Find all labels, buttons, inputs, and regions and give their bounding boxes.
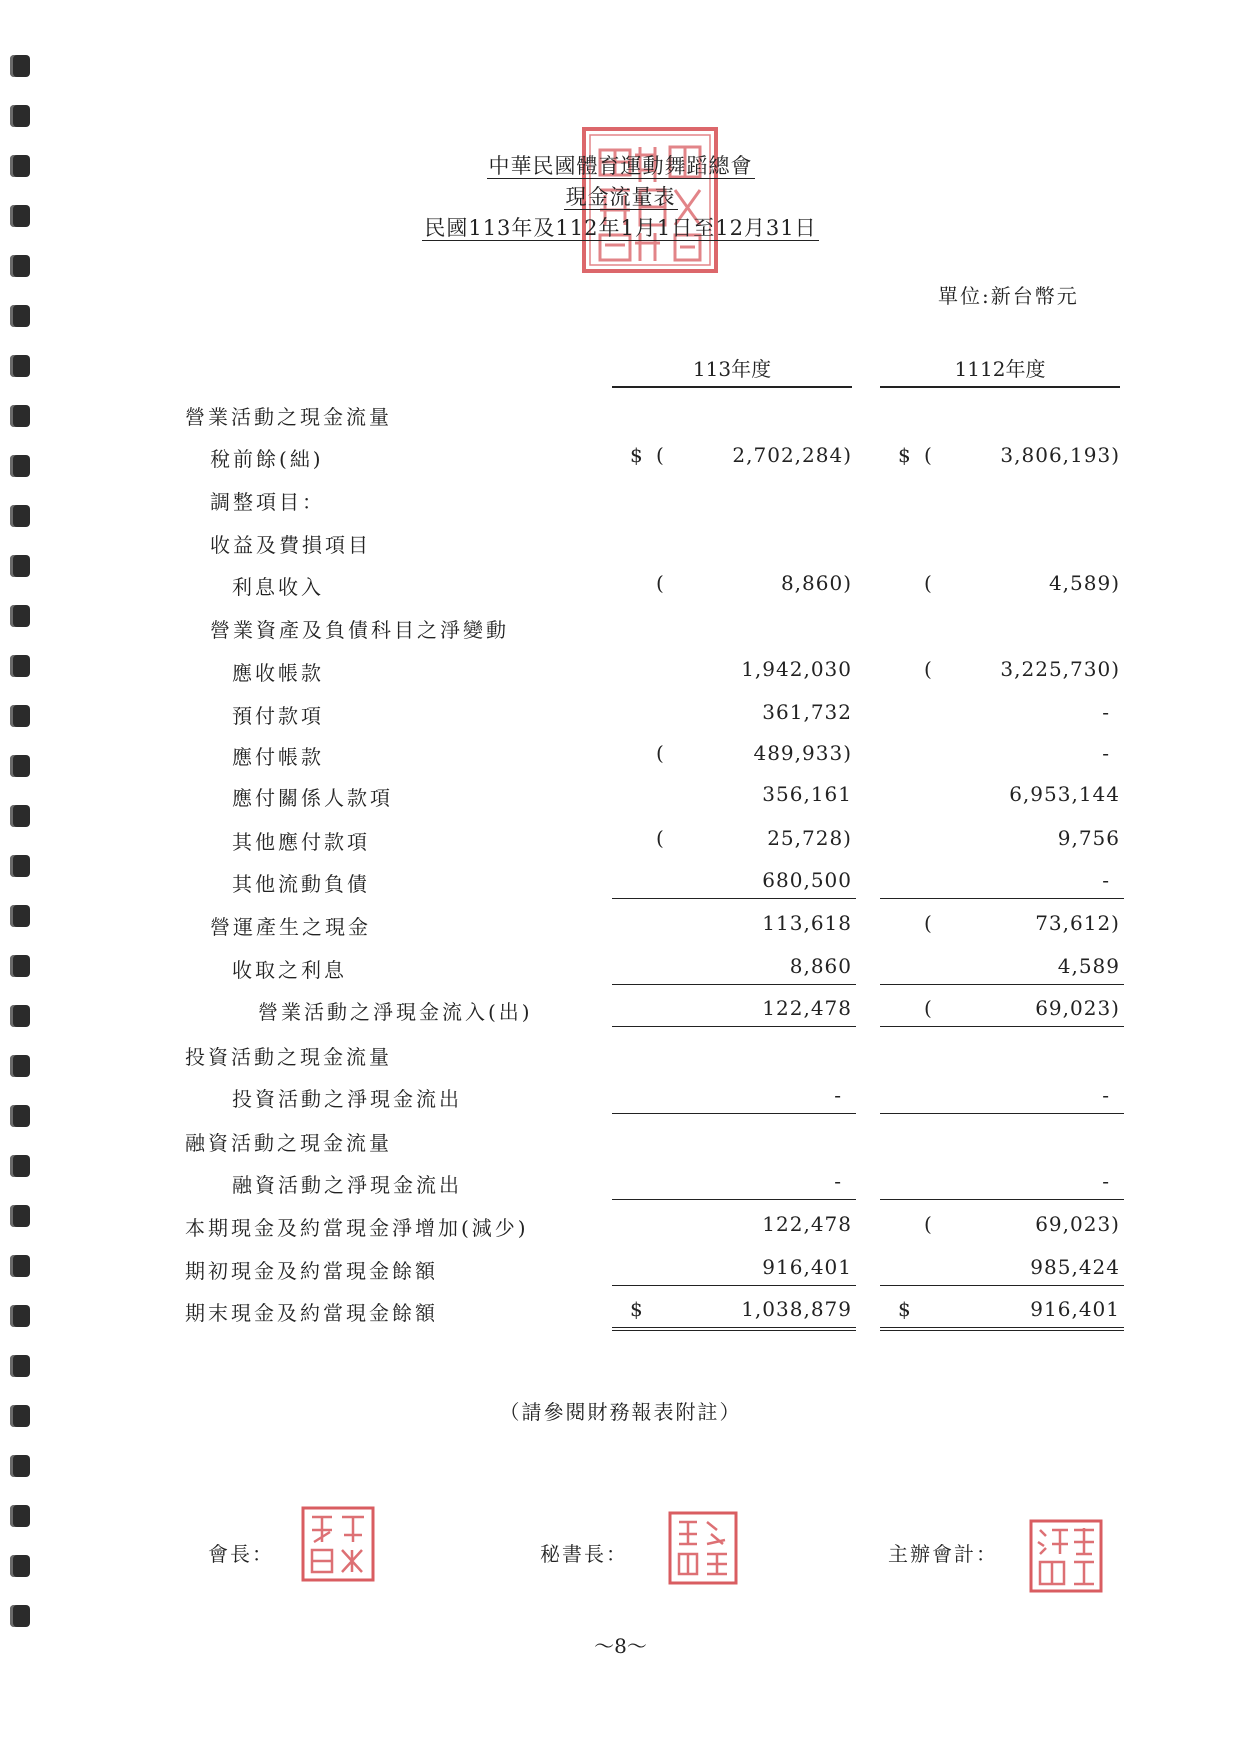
amount-cell bbox=[880, 1297, 1124, 1331]
open-paren: ( bbox=[656, 826, 664, 850]
amount-cell bbox=[880, 1169, 1124, 1200]
amount-cell bbox=[880, 954, 1124, 985]
amount-value: 1,038,879 bbox=[741, 1297, 852, 1321]
binder-hole bbox=[10, 55, 30, 77]
table-row bbox=[0, 948, 1241, 988]
amount-cell bbox=[612, 868, 856, 899]
row-label: 稅前餘(絀) bbox=[210, 447, 324, 471]
row-label: 期初現金及約當現金餘額 bbox=[185, 1259, 438, 1283]
table-row bbox=[0, 1163, 1241, 1203]
open-paren: ( bbox=[924, 571, 932, 595]
amount-value: - bbox=[1102, 1169, 1110, 1193]
amount-cell bbox=[612, 1212, 856, 1242]
table-row bbox=[0, 437, 1241, 477]
table-row bbox=[0, 1206, 1241, 1246]
amount-value: 916,401 bbox=[1030, 1297, 1120, 1321]
open-paren: ( bbox=[924, 911, 932, 935]
row-label: 其他流動負債 bbox=[232, 872, 370, 896]
row-label: 收取之利息 bbox=[232, 958, 347, 982]
table-row bbox=[0, 776, 1241, 816]
row-label: 應付帳款 bbox=[232, 745, 324, 769]
report-title: 現金流量表 bbox=[565, 185, 676, 209]
amount-cell bbox=[612, 741, 856, 771]
amount-cell bbox=[612, 1255, 856, 1286]
table-row bbox=[0, 1249, 1241, 1289]
open-paren: ( bbox=[924, 443, 932, 467]
row-label: 融資活動之淨現金流出 bbox=[232, 1173, 462, 1197]
binder-hole bbox=[10, 105, 30, 127]
row-label: 營業資產及負債科目之淨變動 bbox=[210, 618, 509, 642]
table-row bbox=[0, 608, 1241, 648]
amount-cell bbox=[880, 868, 1124, 899]
binder-hole bbox=[10, 1505, 30, 1527]
table-row bbox=[0, 820, 1241, 860]
amount-value: - bbox=[834, 1169, 842, 1193]
table-row bbox=[0, 694, 1241, 734]
row-label: 營業活動之淨現金流入(出) bbox=[258, 1000, 533, 1024]
dollar-sign: $ bbox=[630, 443, 643, 467]
accountant-label: 主辦會計： bbox=[888, 1542, 998, 1566]
table-row bbox=[0, 990, 1241, 1030]
row-label: 融資活動之現金流量 bbox=[185, 1131, 392, 1155]
amount-cell bbox=[612, 1083, 856, 1114]
amount-value: 361,732 bbox=[762, 700, 852, 724]
row-label: 本期現金及約當現金淨增加(減少) bbox=[185, 1216, 529, 1240]
chairman-seal bbox=[300, 1505, 376, 1583]
amount-value: 680,500 bbox=[762, 868, 852, 892]
open-paren: ( bbox=[656, 571, 664, 595]
column-header-112: 1112年度 bbox=[880, 353, 1120, 388]
amount-cell bbox=[880, 443, 1124, 473]
table-row bbox=[0, 735, 1241, 775]
table-row bbox=[0, 1121, 1241, 1161]
amount-value: 3,806,193) bbox=[1000, 443, 1120, 467]
amount-cell bbox=[880, 657, 1124, 687]
amount-value: 69,023) bbox=[1035, 1212, 1120, 1236]
amount-cell bbox=[612, 782, 856, 812]
amount-value: 113,618 bbox=[762, 911, 852, 935]
amount-cell bbox=[880, 911, 1124, 941]
row-label: 營運產生之現金 bbox=[210, 915, 371, 939]
row-label: 收益及費損項目 bbox=[210, 533, 371, 557]
binder-hole bbox=[10, 1355, 30, 1377]
amount-cell bbox=[612, 700, 856, 730]
binder-hole bbox=[10, 255, 30, 277]
binder-hole bbox=[10, 1555, 30, 1577]
table-row bbox=[0, 862, 1241, 902]
amount-cell bbox=[880, 700, 1124, 730]
dollar-sign: $ bbox=[898, 443, 911, 467]
amount-cell bbox=[612, 657, 856, 687]
amount-value: 8,860 bbox=[789, 954, 852, 978]
amount-cell bbox=[880, 996, 1124, 1027]
amount-cell bbox=[612, 1169, 856, 1200]
amount-value: - bbox=[834, 1083, 842, 1107]
amount-cell bbox=[612, 826, 856, 856]
open-paren: ( bbox=[924, 1212, 932, 1236]
row-label: 預付款項 bbox=[232, 704, 324, 728]
amount-cell bbox=[880, 571, 1124, 601]
footnote: （請參閱財務報表附註） bbox=[499, 1400, 742, 1424]
amount-value: - bbox=[1102, 700, 1110, 724]
binder-hole bbox=[10, 1455, 30, 1477]
amount-value: 69,023) bbox=[1035, 996, 1120, 1020]
amount-value: - bbox=[1102, 1083, 1110, 1107]
binder-hole bbox=[10, 355, 30, 377]
amount-value: 25,728) bbox=[767, 826, 852, 850]
org-name: 中華民國體育運動舞蹈總會 bbox=[488, 154, 753, 178]
amount-value: 1,942,030 bbox=[741, 657, 852, 681]
row-label: 期末現金及約當現金餘額 bbox=[185, 1301, 438, 1325]
table-row bbox=[0, 565, 1241, 605]
column-header-113: 113年度 bbox=[612, 353, 852, 388]
amount-value: 4,589 bbox=[1057, 954, 1120, 978]
amount-cell bbox=[880, 1212, 1124, 1242]
amount-value: 489,933) bbox=[753, 741, 852, 765]
row-label: 應付關係人款項 bbox=[232, 786, 393, 810]
amount-cell bbox=[880, 782, 1124, 812]
amount-cell bbox=[612, 954, 856, 985]
row-label: 利息收入 bbox=[232, 575, 324, 599]
table-row bbox=[0, 1077, 1241, 1117]
open-paren: ( bbox=[924, 996, 932, 1020]
report-period: 民國113年及112年1月1日至12月31日 bbox=[424, 216, 817, 240]
binder-hole bbox=[10, 1605, 30, 1627]
open-paren: ( bbox=[656, 741, 664, 765]
amount-value: 916,401 bbox=[762, 1255, 852, 1279]
amount-value: 73,612) bbox=[1035, 911, 1120, 935]
row-label: 應收帳款 bbox=[232, 661, 324, 685]
row-label: 調整項目： bbox=[210, 490, 325, 514]
amount-cell bbox=[612, 1297, 856, 1331]
row-label: 營業活動之現金流量 bbox=[185, 405, 392, 429]
amount-value: 122,478 bbox=[762, 996, 852, 1020]
table-row bbox=[0, 1035, 1241, 1075]
dollar-sign: $ bbox=[630, 1297, 643, 1321]
table-row bbox=[0, 480, 1241, 520]
table-row bbox=[0, 523, 1241, 563]
amount-cell bbox=[612, 443, 856, 473]
amount-cell bbox=[880, 1255, 1124, 1286]
row-label: 其他應付款項 bbox=[232, 830, 370, 854]
secretary-label: 秘書長： bbox=[540, 1542, 628, 1566]
amount-value: 356,161 bbox=[762, 782, 852, 806]
table-row bbox=[0, 395, 1241, 435]
amount-value: 985,424 bbox=[1030, 1255, 1120, 1279]
amount-value: - bbox=[1102, 868, 1110, 892]
currency-unit: 單位:新台幣元 bbox=[938, 284, 1079, 308]
amount-value: 9,756 bbox=[1057, 826, 1120, 850]
amount-cell bbox=[612, 911, 856, 941]
table-row bbox=[0, 1291, 1241, 1331]
table-row bbox=[0, 651, 1241, 691]
accountant-seal bbox=[1028, 1518, 1104, 1594]
page-number: ～8～ bbox=[594, 1634, 647, 1658]
amount-cell bbox=[612, 996, 856, 1027]
row-label: 投資活動之淨現金流出 bbox=[232, 1087, 462, 1111]
binder-hole bbox=[10, 305, 30, 327]
row-label: 投資活動之現金流量 bbox=[185, 1045, 392, 1069]
amount-cell bbox=[880, 741, 1124, 771]
amount-value: 8,860) bbox=[780, 571, 852, 595]
amount-value: 2,702,284) bbox=[732, 443, 852, 467]
amount-cell bbox=[880, 826, 1124, 856]
table-row bbox=[0, 905, 1241, 945]
amount-cell bbox=[612, 571, 856, 601]
amount-value: 4,589) bbox=[1048, 571, 1120, 595]
chairman-label: 會長： bbox=[208, 1542, 274, 1566]
amount-cell bbox=[880, 1083, 1124, 1114]
secretary-seal bbox=[667, 1510, 739, 1586]
amount-value: 122,478 bbox=[762, 1212, 852, 1236]
dollar-sign: $ bbox=[898, 1297, 911, 1321]
amount-value: 3,225,730) bbox=[1000, 657, 1120, 681]
amount-value: 6,953,144 bbox=[1009, 782, 1120, 806]
open-paren: ( bbox=[924, 657, 932, 681]
open-paren: ( bbox=[656, 443, 664, 467]
amount-value: - bbox=[1102, 741, 1110, 765]
